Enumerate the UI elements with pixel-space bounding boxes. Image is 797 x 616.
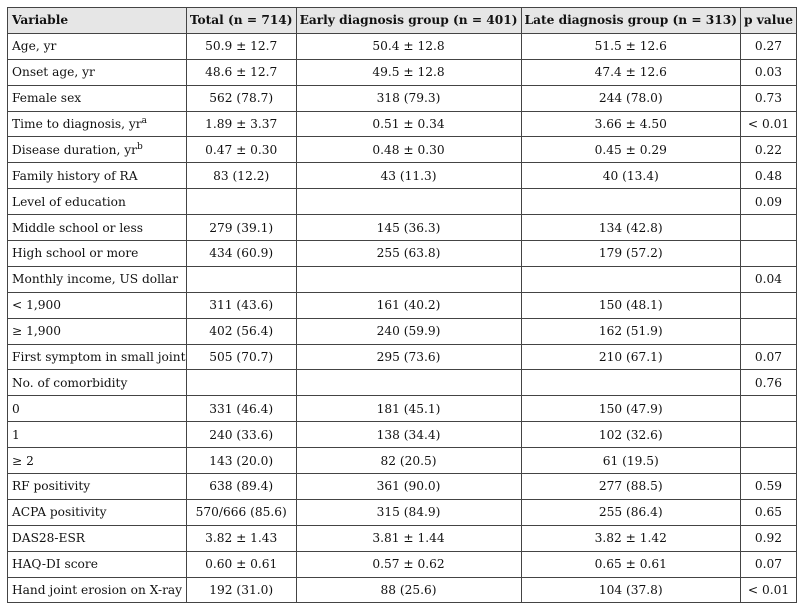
table-row bbox=[8, 344, 797, 370]
cell-total bbox=[186, 189, 296, 215]
cell-early: 315 (84.9) bbox=[296, 499, 521, 525]
cell-total: 0.60 ± 0.61 bbox=[186, 551, 296, 577]
cell-p-value: 0.07 bbox=[741, 344, 797, 370]
cell-late: 179 (57.2) bbox=[521, 241, 740, 267]
table-row bbox=[8, 137, 797, 163]
cell-variable bbox=[8, 448, 187, 474]
variable-label: Disease duration, yr bbox=[12, 142, 137, 157]
table-row bbox=[8, 448, 797, 474]
cell-p-value bbox=[741, 448, 797, 474]
variable-label: RF positivity bbox=[12, 479, 91, 494]
cell-early: 361 (90.0) bbox=[296, 474, 521, 500]
cell-early: 0.51 ± 0.34 bbox=[296, 111, 521, 137]
cell-late: 0.65 ± 0.61 bbox=[521, 551, 740, 577]
cell-total: 48.6 ± 12.7 bbox=[186, 59, 296, 85]
cell-late: 102 (32.6) bbox=[521, 422, 740, 448]
cell-p-value: 0.92 bbox=[741, 525, 797, 551]
cell-p-value: 0.09 bbox=[741, 189, 797, 215]
cell-variable bbox=[8, 499, 187, 525]
cell-early: 255 (63.8) bbox=[296, 241, 521, 267]
cell-early: 318 (79.3) bbox=[296, 85, 521, 111]
variable-label: Hand joint erosion on X-ray bbox=[12, 583, 183, 598]
cell-total: 311 (43.6) bbox=[186, 292, 296, 318]
cell-variable bbox=[8, 266, 187, 292]
cell-p-value: 0.76 bbox=[741, 370, 797, 396]
variable-label: Family history of RA bbox=[12, 168, 138, 183]
table-row bbox=[8, 163, 797, 189]
cell-total: 505 (70.7) bbox=[186, 344, 296, 370]
cell-late bbox=[521, 189, 740, 215]
cell-p-value bbox=[741, 318, 797, 344]
variable-label: 0 bbox=[12, 401, 20, 416]
cell-early: 145 (36.3) bbox=[296, 215, 521, 241]
table-row bbox=[8, 422, 797, 448]
cell-early: 49.5 ± 12.8 bbox=[296, 59, 521, 85]
cell-total: 1.89 ± 3.37 bbox=[186, 111, 296, 137]
variable-label: ≥ 1,900 bbox=[12, 324, 61, 339]
cell-variable bbox=[8, 370, 187, 396]
cell-late: 150 (48.1) bbox=[521, 292, 740, 318]
footnote-marker: b bbox=[136, 141, 143, 152]
table-row bbox=[8, 525, 797, 551]
table-row bbox=[8, 59, 797, 85]
cell-p-value: 0.22 bbox=[741, 137, 797, 163]
cell-variable bbox=[8, 189, 187, 215]
variable-label: 1 bbox=[12, 427, 20, 442]
variable-label: Onset age, yr bbox=[12, 65, 95, 80]
cell-late: 51.5 ± 12.6 bbox=[521, 33, 740, 59]
cell-variable bbox=[8, 59, 187, 85]
cell-early bbox=[296, 189, 521, 215]
cell-variable bbox=[8, 577, 187, 603]
cell-variable bbox=[8, 215, 187, 241]
cell-total: 570/666 (85.6) bbox=[186, 499, 296, 525]
cell-p-value bbox=[741, 422, 797, 448]
cell-early: 50.4 ± 12.8 bbox=[296, 33, 521, 59]
cell-late: 162 (51.9) bbox=[521, 318, 740, 344]
cell-variable bbox=[8, 422, 187, 448]
variable-label: No. of comorbidity bbox=[12, 375, 128, 390]
variable-label: Age, yr bbox=[12, 39, 57, 54]
cell-early: 0.57 ± 0.62 bbox=[296, 551, 521, 577]
cell-total bbox=[186, 370, 296, 396]
variable-label: Level of education bbox=[12, 194, 126, 209]
cell-early: 181 (45.1) bbox=[296, 396, 521, 422]
cell-total bbox=[186, 266, 296, 292]
cell-p-value: 0.65 bbox=[741, 499, 797, 525]
table-row bbox=[8, 189, 797, 215]
cell-p-value: < 0.01 bbox=[741, 577, 797, 603]
table-row bbox=[8, 551, 797, 577]
cell-early: 3.81 ± 1.44 bbox=[296, 525, 521, 551]
cell-p-value: 0.03 bbox=[741, 59, 797, 85]
characteristics-table bbox=[7, 7, 797, 603]
cell-late: 134 (42.8) bbox=[521, 215, 740, 241]
cell-late: 255 (86.4) bbox=[521, 499, 740, 525]
cell-variable bbox=[8, 85, 187, 111]
table-row bbox=[8, 577, 797, 603]
table-row bbox=[8, 111, 797, 137]
cell-variable bbox=[8, 551, 187, 577]
table-row bbox=[8, 33, 797, 59]
variable-label: Female sex bbox=[12, 91, 82, 106]
cell-variable bbox=[8, 525, 187, 551]
cell-p-value bbox=[741, 241, 797, 267]
variable-label: ACPA positivity bbox=[12, 505, 107, 520]
table-row bbox=[8, 396, 797, 422]
cell-variable bbox=[8, 396, 187, 422]
cell-variable bbox=[8, 318, 187, 344]
cell-p-value: 0.04 bbox=[741, 266, 797, 292]
variable-label: High school or more bbox=[12, 246, 139, 261]
cell-p-value: 0.07 bbox=[741, 551, 797, 577]
cell-p-value: 0.59 bbox=[741, 474, 797, 500]
cell-p-value: 0.27 bbox=[741, 33, 797, 59]
cell-total: 331 (46.4) bbox=[186, 396, 296, 422]
variable-label: ≥ 2 bbox=[12, 453, 34, 468]
cell-total: 50.9 ± 12.7 bbox=[186, 33, 296, 59]
variable-label: Monthly income, US dollar bbox=[12, 272, 179, 287]
cell-p-value: 0.48 bbox=[741, 163, 797, 189]
header-p-value: p value bbox=[741, 8, 797, 34]
variable-label: First symptom in small joint bbox=[12, 350, 186, 365]
header-variable: Variable bbox=[8, 8, 187, 34]
cell-total: 240 (33.6) bbox=[186, 422, 296, 448]
cell-late: 3.82 ± 1.42 bbox=[521, 525, 740, 551]
cell-variable bbox=[8, 292, 187, 318]
cell-variable bbox=[8, 474, 187, 500]
cell-variable bbox=[8, 163, 187, 189]
cell-late: 244 (78.0) bbox=[521, 85, 740, 111]
table-row bbox=[8, 266, 797, 292]
cell-early: 82 (20.5) bbox=[296, 448, 521, 474]
cell-late: 3.66 ± 4.50 bbox=[521, 111, 740, 137]
cell-late: 150 (47.9) bbox=[521, 396, 740, 422]
cell-p-value: 0.73 bbox=[741, 85, 797, 111]
cell-late bbox=[521, 266, 740, 292]
variable-label: DAS28-ESR bbox=[12, 531, 85, 546]
cell-total: 562 (78.7) bbox=[186, 85, 296, 111]
cell-late: 0.45 ± 0.29 bbox=[521, 137, 740, 163]
cell-early bbox=[296, 370, 521, 396]
variable-label: Time to diagnosis, yr bbox=[12, 117, 142, 131]
cell-late: 277 (88.5) bbox=[521, 474, 740, 500]
cell-late: 40 (13.4) bbox=[521, 163, 740, 189]
table-row bbox=[8, 318, 797, 344]
cell-variable bbox=[8, 344, 187, 370]
variable-label: Middle school or less bbox=[12, 220, 143, 235]
table-row bbox=[8, 370, 797, 396]
cell-total: 402 (56.4) bbox=[186, 318, 296, 344]
cell-early: 161 (40.2) bbox=[296, 292, 521, 318]
footnote-marker: a bbox=[141, 116, 147, 126]
table-container bbox=[7, 7, 797, 603]
cell-variable bbox=[8, 33, 187, 59]
table-row bbox=[8, 215, 797, 241]
cell-late: 104 (37.8) bbox=[521, 577, 740, 603]
table-body bbox=[8, 33, 797, 603]
cell-p-value bbox=[741, 215, 797, 241]
table-row bbox=[8, 474, 797, 500]
cell-p-value bbox=[741, 292, 797, 318]
cell-variable bbox=[8, 111, 187, 137]
cell-early: 88 (25.6) bbox=[296, 577, 521, 603]
cell-early: 138 (34.4) bbox=[296, 422, 521, 448]
table-row bbox=[8, 499, 797, 525]
cell-early bbox=[296, 266, 521, 292]
variable-label: < 1,900 bbox=[12, 298, 61, 313]
cell-late: 47.4 ± 12.6 bbox=[521, 59, 740, 85]
header-late: Late diagnosis group (n = 313) bbox=[521, 8, 740, 34]
table-row bbox=[8, 241, 797, 267]
cell-late: 210 (67.1) bbox=[521, 344, 740, 370]
cell-total: 83 (12.2) bbox=[186, 163, 296, 189]
cell-total: 0.47 ± 0.30 bbox=[186, 137, 296, 163]
cell-total: 192 (31.0) bbox=[186, 577, 296, 603]
cell-total: 434 (60.9) bbox=[186, 241, 296, 267]
header-early: Early diagnosis group (n = 401) bbox=[296, 8, 521, 34]
cell-total: 638 (89.4) bbox=[186, 474, 296, 500]
cell-total: 279 (39.1) bbox=[186, 215, 296, 241]
cell-late bbox=[521, 370, 740, 396]
cell-early: 240 (59.9) bbox=[296, 318, 521, 344]
table-row bbox=[8, 85, 797, 111]
cell-total: 143 (20.0) bbox=[186, 448, 296, 474]
cell-total: 3.82 ± 1.43 bbox=[186, 525, 296, 551]
table-row bbox=[8, 292, 797, 318]
header-row bbox=[8, 8, 797, 34]
cell-variable bbox=[8, 137, 187, 163]
cell-variable bbox=[8, 241, 187, 267]
cell-late: 61 (19.5) bbox=[521, 448, 740, 474]
cell-early: 295 (73.6) bbox=[296, 344, 521, 370]
header-total: Total (n = 714) bbox=[186, 8, 296, 34]
cell-p-value bbox=[741, 396, 797, 422]
cell-p-value: < 0.01 bbox=[741, 111, 797, 137]
variable-label: HAQ-DI score bbox=[12, 557, 98, 572]
cell-early: 43 (11.3) bbox=[296, 163, 521, 189]
cell-early: 0.48 ± 0.30 bbox=[296, 137, 521, 163]
